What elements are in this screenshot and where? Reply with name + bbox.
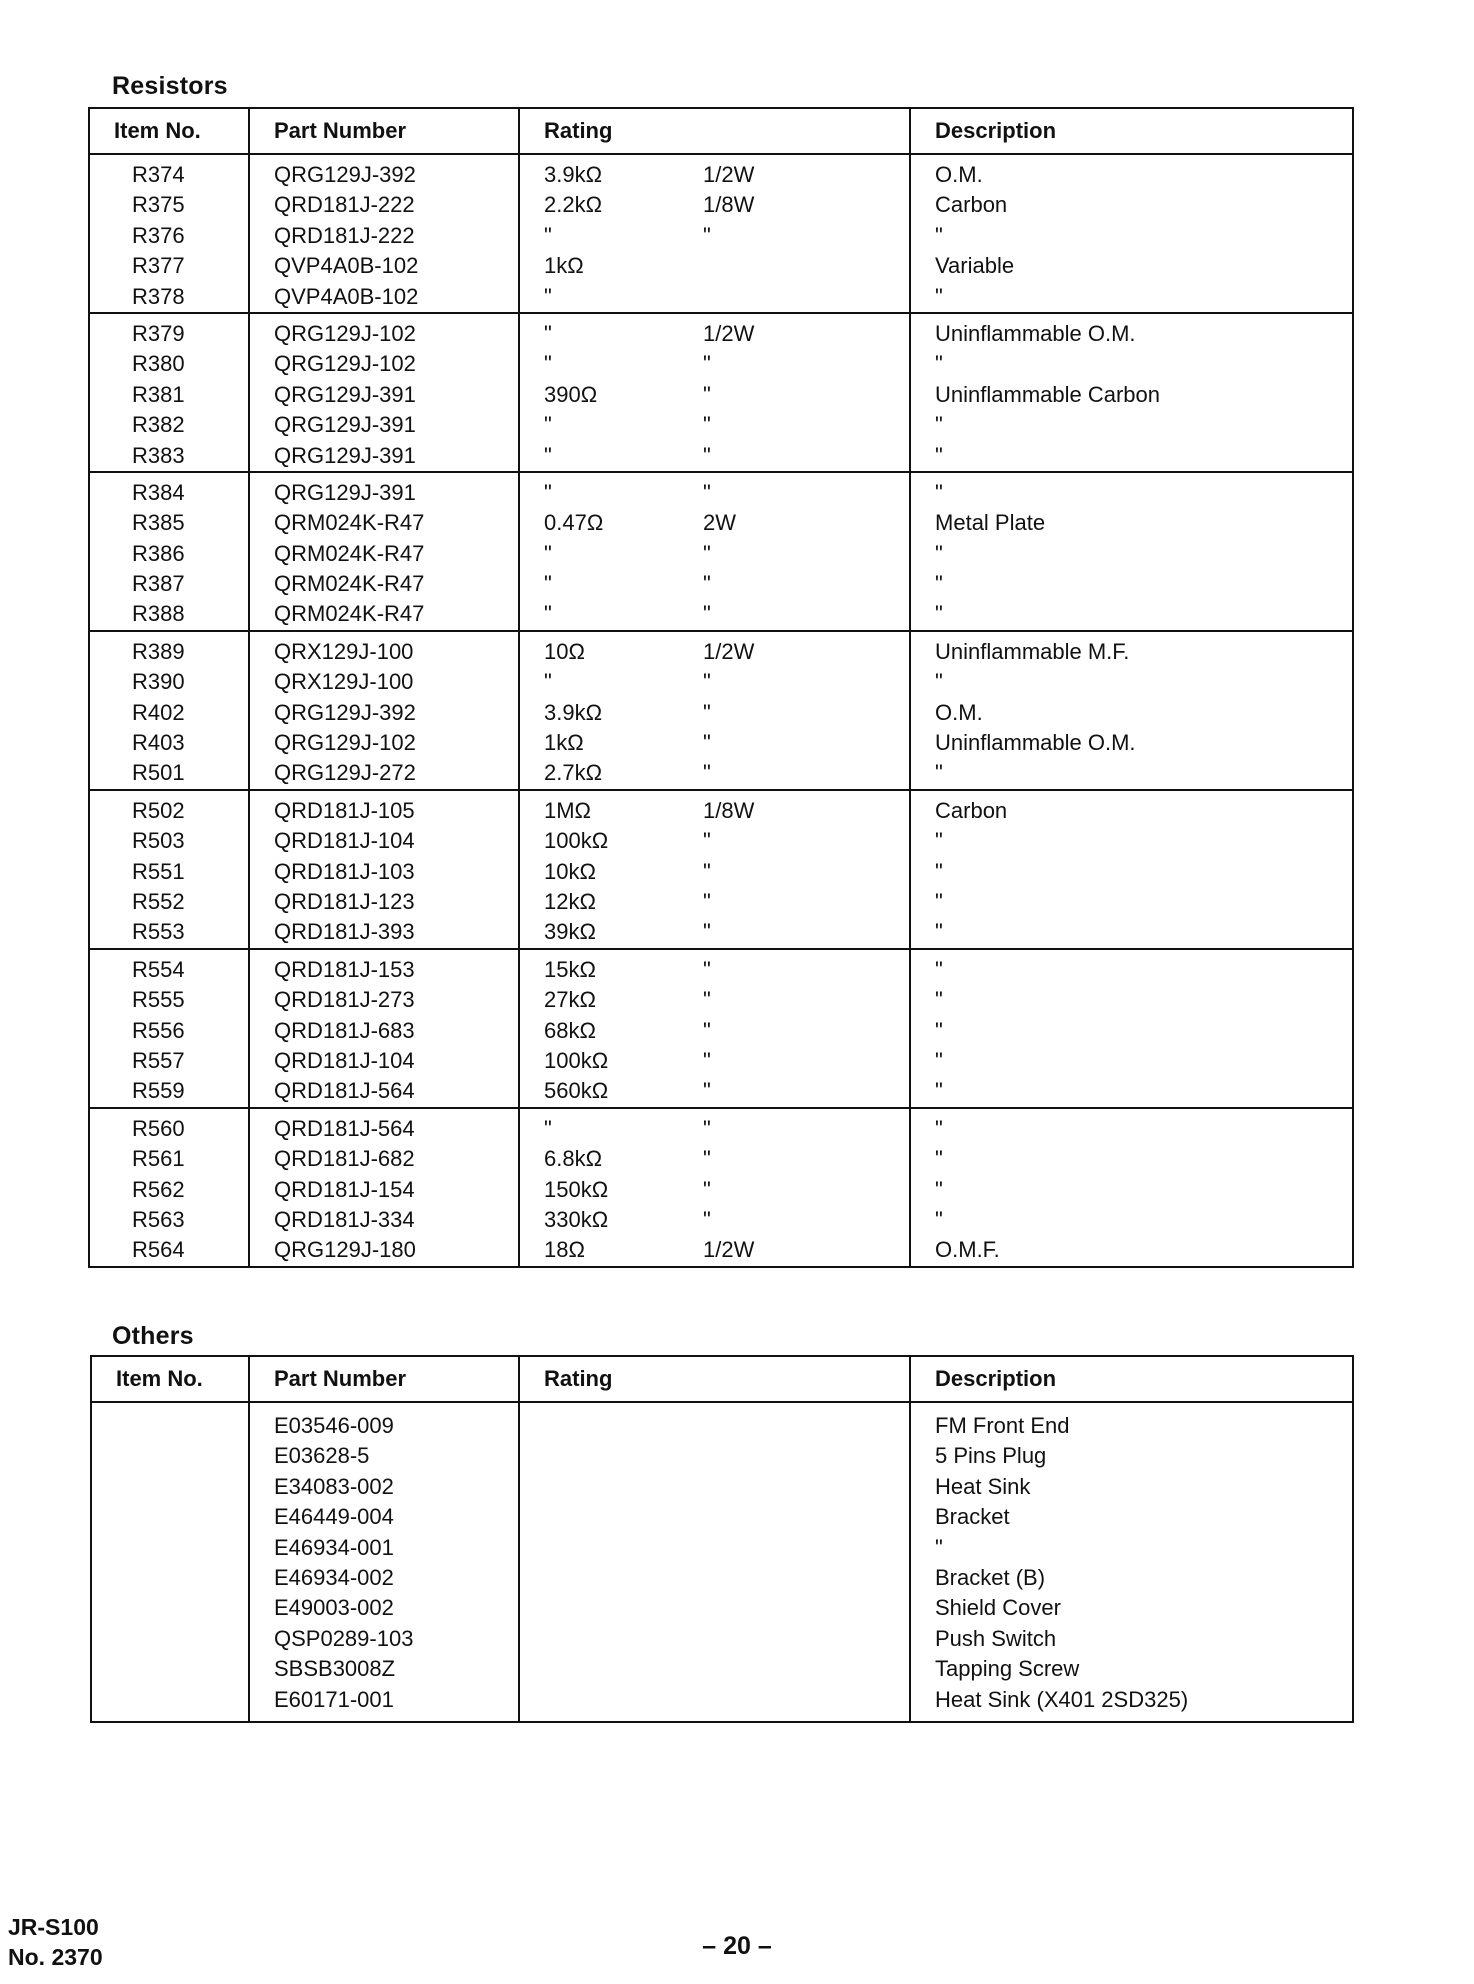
- resistor-item-cell: [89, 949, 249, 1108]
- resistor-item: R551: [132, 858, 185, 884]
- resistor-power-cell: [679, 313, 910, 472]
- others-part: E03546-009: [274, 1413, 394, 1438]
- resistor-value-cell: [519, 790, 679, 949]
- resistor-power: ": [703, 1146, 711, 1172]
- resistor-value: 15kΩ: [544, 956, 596, 982]
- resistor-power: ": [703, 442, 711, 468]
- resistor-power-cell: [679, 472, 910, 631]
- resistor-power: 1/2W: [703, 320, 755, 346]
- resistor-part: QRD181J-682: [274, 1146, 415, 1172]
- resistor-power: [703, 251, 909, 281]
- others-empty-cell: [519, 1402, 910, 1722]
- resistor-value-cell: [519, 1108, 679, 1267]
- resistor-item: R389: [132, 638, 185, 664]
- resistors-header-part: Part Number: [249, 108, 519, 154]
- resistor-item: R378: [132, 283, 185, 309]
- resistor-value: ": [544, 571, 552, 597]
- resistor-desc: ": [935, 1115, 943, 1141]
- resistor-value: 330kΩ: [544, 1206, 609, 1232]
- resistor-part: QRD181J-222: [274, 222, 415, 248]
- resistor-item: R502: [132, 797, 185, 823]
- resistor-desc-cell: [910, 1108, 1353, 1267]
- resistor-power: ": [703, 760, 711, 786]
- resistor-power: ": [703, 956, 711, 982]
- resistor-value: 68kΩ: [544, 1017, 596, 1043]
- resistor-value: 10kΩ: [544, 858, 596, 884]
- resistor-item: R402: [132, 699, 185, 725]
- resistor-desc-cell: [910, 472, 1353, 631]
- resistor-desc: ": [935, 283, 943, 309]
- others-part: E46934-001: [274, 1534, 394, 1560]
- resistor-item: R384: [132, 479, 185, 505]
- resistor-item-cell: [89, 790, 249, 949]
- resistor-power: ": [703, 699, 711, 725]
- resistor-desc: ": [935, 987, 943, 1013]
- resistor-part: QRG129J-102: [274, 351, 416, 377]
- resistor-power: ": [703, 1176, 711, 1202]
- resistor-value: 10Ω: [544, 638, 585, 664]
- others-desc: Heat Sink: [935, 1473, 1031, 1499]
- resistor-value: 27kΩ: [544, 987, 596, 1013]
- resistor-item: R562: [132, 1176, 185, 1202]
- resistor-desc: Carbon: [935, 797, 1008, 823]
- resistor-group: [89, 472, 1353, 631]
- others-part: E03628-5: [274, 1443, 370, 1469]
- resistor-part: QRD181J-564: [274, 1078, 415, 1104]
- resistor-value: 3.9kΩ: [544, 162, 603, 187]
- resistor-power: ": [703, 381, 711, 407]
- resistor-power: 1/8W: [703, 192, 755, 218]
- resistor-desc: ": [935, 540, 943, 566]
- resistor-value: 6.8kΩ: [544, 1146, 603, 1172]
- resistor-power: ": [703, 730, 711, 756]
- resistor-item: R559: [132, 1078, 185, 1104]
- resistor-desc-cell: [910, 313, 1353, 472]
- resistor-item: R561: [132, 1146, 185, 1172]
- resistor-power: ": [703, 412, 711, 438]
- resistor-item-cell: [89, 631, 249, 790]
- resistor-part: QRD181J-104: [274, 1047, 415, 1073]
- resistor-power: ": [703, 601, 711, 627]
- resistor-part: QRD181J-105: [274, 797, 415, 823]
- others-desc: Heat Sink (X401 2SD325): [935, 1686, 1189, 1712]
- resistor-value: 18Ω: [544, 1237, 585, 1263]
- resistor-value: ": [544, 320, 552, 346]
- resistor-part-cell: [249, 1108, 519, 1267]
- resistor-desc: ": [935, 760, 943, 786]
- others-part: QSP0289-103: [274, 1625, 414, 1651]
- others-desc: FM Front End: [935, 1413, 1070, 1438]
- others-desc: 5 Pins Plug: [935, 1443, 1047, 1469]
- resistor-value: ": [544, 540, 552, 566]
- resistor-desc: O.M.: [935, 699, 983, 725]
- resistor-power-cell: [679, 154, 910, 313]
- resistor-value: 560kΩ: [544, 1078, 609, 1104]
- resistor-value-cell: [519, 154, 679, 313]
- others-part: E49003-002: [274, 1595, 394, 1621]
- resistor-value: 39kΩ: [544, 919, 596, 945]
- resistor-power: ": [703, 571, 711, 597]
- resistor-desc: ": [935, 888, 943, 914]
- resistor-value-cell: [519, 313, 679, 472]
- resistor-value: 2.7kΩ: [544, 760, 603, 786]
- resistor-group: [89, 949, 1353, 1108]
- resistor-item: R377: [132, 253, 185, 279]
- resistor-desc: ": [935, 479, 943, 505]
- resistor-desc: ": [935, 858, 943, 884]
- resistor-power-cell: [679, 790, 910, 949]
- resistor-value: ": [544, 442, 552, 468]
- others-row-group: [91, 1402, 1353, 1722]
- resistor-part: QRG129J-392: [274, 162, 416, 187]
- resistor-power: 1/2W: [703, 1237, 755, 1263]
- others-header-part: Part Number: [249, 1356, 519, 1402]
- resistor-desc: ": [935, 351, 943, 377]
- resistor-part: QRD181J-154: [274, 1176, 415, 1202]
- others-desc: Bracket (B): [935, 1564, 1046, 1590]
- resistor-value: 1kΩ: [544, 730, 584, 756]
- resistors-header-item: Item No.: [89, 108, 249, 154]
- resistor-part: QRD181J-222: [274, 192, 415, 218]
- resistor-part: QRD181J-153: [274, 956, 415, 982]
- resistors-section-title: Resistors: [112, 72, 228, 100]
- resistor-desc: ": [935, 571, 943, 597]
- resistor-item: R385: [132, 510, 185, 536]
- resistor-desc: ": [935, 442, 943, 468]
- resistor-value: ": [544, 601, 552, 627]
- resistor-power-cell: [679, 949, 910, 1108]
- resistor-value-cell: [519, 631, 679, 790]
- resistor-desc-cell: [910, 949, 1353, 1108]
- resistor-value: 150kΩ: [544, 1176, 609, 1202]
- resistor-value: 12kΩ: [544, 888, 596, 914]
- resistor-value: ": [544, 1115, 552, 1141]
- resistor-item: R555: [132, 987, 185, 1013]
- resistor-value: ": [544, 669, 552, 695]
- resistors-header-description: Description: [910, 108, 1353, 154]
- resistor-item: R560: [132, 1115, 185, 1141]
- resistor-desc: ": [935, 919, 943, 945]
- others-part: E46934-002: [274, 1564, 394, 1590]
- resistor-power: 1/2W: [703, 162, 755, 187]
- resistors-header-rating: Rating: [519, 108, 910, 154]
- resistor-item: R563: [132, 1206, 185, 1232]
- resistor-power: ": [703, 858, 711, 884]
- resistor-group: [89, 1108, 1353, 1267]
- resistor-power: ": [703, 828, 711, 854]
- resistor-power: ": [703, 888, 711, 914]
- resistor-item: R390: [132, 669, 185, 695]
- resistor-desc: ": [935, 1146, 943, 1172]
- resistor-part-cell: [249, 472, 519, 631]
- resistor-value: 100kΩ: [544, 828, 609, 854]
- resistor-part: QRG129J-180: [274, 1237, 416, 1263]
- resistor-power: ": [703, 987, 711, 1013]
- resistor-item: R503: [132, 828, 185, 854]
- resistor-value: 2.2kΩ: [544, 192, 603, 218]
- resistor-power: 1/2W: [703, 638, 755, 664]
- resistor-power: ": [703, 1047, 711, 1073]
- resistor-item: R552: [132, 888, 185, 914]
- resistor-desc: ": [935, 412, 943, 438]
- resistor-value: ": [544, 283, 552, 309]
- resistor-desc: Metal Plate: [935, 510, 1046, 536]
- resistor-part: QRM024K-R47: [274, 571, 425, 597]
- resistor-desc: Uninflammable M.F.: [935, 638, 1130, 664]
- others-desc: Bracket: [935, 1504, 1010, 1530]
- resistor-part: QVP4A0B-102: [274, 253, 419, 279]
- resistor-power: ": [703, 1115, 711, 1141]
- resistor-value: 1MΩ: [544, 797, 592, 823]
- resistor-power: [703, 282, 909, 312]
- resistor-desc-cell: [910, 790, 1353, 949]
- others-header-rating: Rating: [519, 1356, 910, 1402]
- resistor-part: QRD181J-273: [274, 987, 415, 1013]
- resistor-value: 0.47Ω: [544, 510, 604, 536]
- resistor-part: QRD181J-393: [274, 919, 415, 945]
- resistor-desc: ": [935, 1206, 943, 1232]
- resistor-item: R501: [132, 760, 185, 786]
- resistor-item: R381: [132, 381, 185, 407]
- resistor-value-cell: [519, 472, 679, 631]
- resistor-desc: ": [935, 1047, 943, 1073]
- resistor-desc: Uninflammable O.M.: [935, 320, 1136, 346]
- resistor-desc: O.M.F.: [935, 1237, 1000, 1263]
- resistor-power: ": [703, 351, 711, 377]
- others-part: SBSB3008Z: [274, 1656, 396, 1682]
- resistor-value: ": [544, 479, 552, 505]
- resistor-part-cell: [249, 631, 519, 790]
- resistor-item: R556: [132, 1017, 185, 1043]
- resistor-item-cell: [89, 154, 249, 313]
- resistor-item: R375: [132, 192, 185, 218]
- resistor-part: QRD181J-564: [274, 1115, 415, 1141]
- resistor-power: ": [703, 540, 711, 566]
- resistor-desc: Uninflammable O.M.: [935, 730, 1136, 756]
- resistor-part: QRG129J-391: [274, 381, 416, 407]
- resistor-value: ": [544, 412, 552, 438]
- resistor-power: ": [703, 919, 711, 945]
- resistor-part: QRG129J-391: [274, 442, 416, 468]
- resistor-desc: ": [935, 1176, 943, 1202]
- resistor-desc: ": [935, 1078, 943, 1104]
- resistor-desc: O.M.: [935, 162, 983, 187]
- resistor-item: R564: [132, 1237, 185, 1263]
- others-header-item: Item No.: [91, 1356, 249, 1402]
- resistor-item: R387: [132, 571, 185, 597]
- resistor-desc: ": [935, 1017, 943, 1043]
- resistor-power: ": [703, 479, 711, 505]
- others-part: E60171-001: [274, 1686, 394, 1712]
- resistor-power: ": [703, 1017, 711, 1043]
- footer-model-name: JR-S100: [8, 1914, 99, 1940]
- others-part-cell: [249, 1402, 519, 1722]
- others-empty-cell: [91, 1402, 249, 1722]
- resistors-table: [88, 107, 1354, 1268]
- others-desc: Push Switch: [935, 1625, 1057, 1651]
- resistor-part-cell: [249, 949, 519, 1108]
- resistor-item: R554: [132, 956, 185, 982]
- resistor-desc: ": [935, 956, 943, 982]
- resistor-part: QRD181J-334: [274, 1206, 415, 1232]
- resistor-item: R374: [132, 162, 185, 187]
- resistor-value: 390Ω: [544, 381, 598, 407]
- resistor-power: ": [703, 669, 711, 695]
- resistor-value-cell: [519, 949, 679, 1108]
- resistor-item: R376: [132, 222, 185, 248]
- resistor-desc: Carbon: [935, 192, 1008, 218]
- resistor-part: QRG129J-391: [274, 479, 416, 505]
- resistor-item: R557: [132, 1047, 185, 1073]
- resistor-power-cell: [679, 631, 910, 790]
- resistor-desc-cell: [910, 154, 1353, 313]
- resistor-part: QRX129J-100: [274, 669, 414, 695]
- resistor-item-cell: [89, 472, 249, 631]
- others-desc: ": [935, 1534, 943, 1560]
- others-part: E34083-002: [274, 1473, 394, 1499]
- resistor-part: QRX129J-100: [274, 638, 414, 664]
- resistor-power-cell: [679, 1108, 910, 1267]
- resistor-part-cell: [249, 790, 519, 949]
- resistor-desc: Uninflammable Carbon: [935, 381, 1161, 407]
- resistor-part-cell: [249, 154, 519, 313]
- resistor-power: ": [703, 1078, 711, 1104]
- others-header-description: Description: [910, 1356, 1353, 1402]
- resistor-item: R553: [132, 919, 185, 945]
- others-desc: Tapping Screw: [935, 1656, 1080, 1682]
- resistor-group: [89, 631, 1353, 790]
- resistor-part: QRG129J-102: [274, 730, 416, 756]
- resistor-item: R388: [132, 601, 185, 627]
- resistor-group: [89, 313, 1353, 472]
- resistor-item-cell: [89, 313, 249, 472]
- resistor-power: ": [703, 1206, 711, 1232]
- resistor-item: R383: [132, 442, 185, 468]
- resistor-item: R379: [132, 320, 185, 346]
- resistor-desc: ": [935, 222, 943, 248]
- resistor-desc: ": [935, 601, 943, 627]
- resistor-value: 100kΩ: [544, 1047, 609, 1073]
- resistor-item: R382: [132, 412, 185, 438]
- resistor-power: ": [703, 222, 711, 248]
- resistor-part-cell: [249, 313, 519, 472]
- resistor-part: QRG129J-391: [274, 412, 416, 438]
- resistor-part: QRD181J-683: [274, 1017, 415, 1043]
- others-part: E46449-004: [274, 1504, 394, 1530]
- footer-doc-number: No. 2370: [8, 1944, 103, 1970]
- resistor-part: QRM024K-R47: [274, 540, 425, 566]
- resistor-part: QRD181J-123: [274, 888, 415, 914]
- resistor-item: R380: [132, 351, 185, 377]
- resistor-item: R403: [132, 730, 185, 756]
- resistor-part: QRG129J-102: [274, 320, 416, 346]
- resistor-desc: ": [935, 828, 943, 854]
- resistor-value: 1kΩ: [544, 253, 584, 279]
- others-section-title: Others: [112, 1322, 194, 1350]
- others-desc: Shield Cover: [935, 1595, 1061, 1621]
- resistor-power: 2W: [703, 510, 736, 536]
- page-number: – 20 –: [702, 1932, 772, 1960]
- resistor-part: QRD181J-104: [274, 828, 415, 854]
- resistor-desc-cell: [910, 631, 1353, 790]
- resistor-part: QVP4A0B-102: [274, 283, 419, 309]
- resistor-value: ": [544, 222, 552, 248]
- resistor-part: QRG129J-392: [274, 699, 416, 725]
- resistor-part: QRG129J-272: [274, 760, 416, 786]
- resistor-value: ": [544, 351, 552, 377]
- resistor-item-cell: [89, 1108, 249, 1267]
- resistor-group: [89, 154, 1353, 313]
- resistor-group: [89, 790, 1353, 949]
- others-desc-cell: [910, 1402, 1353, 1722]
- resistor-value: 3.9kΩ: [544, 699, 603, 725]
- others-table: [90, 1355, 1354, 1723]
- resistor-part: QRM024K-R47: [274, 601, 425, 627]
- resistor-part: QRD181J-103: [274, 858, 415, 884]
- resistor-desc: Variable: [935, 253, 1015, 279]
- resistor-power: 1/8W: [703, 797, 755, 823]
- resistor-desc: ": [935, 669, 943, 695]
- resistor-part: QRM024K-R47: [274, 510, 425, 536]
- resistor-item: R386: [132, 540, 185, 566]
